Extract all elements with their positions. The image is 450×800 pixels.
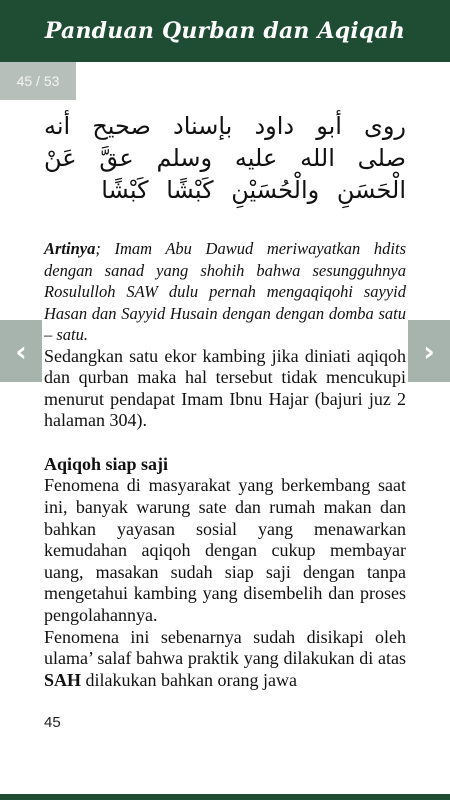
next-page-button[interactable] [408,320,450,382]
paragraph-ruling: Sedangkan satu ekor kambing jika diniati aqiqoh dan qurban maka hal tersebut tidak mencukupi menurut pendapat Imam Ibnu Hajar (bajuri juz 2 halaman 304). [44,345,406,431]
translation-label: Artinya [44,239,96,258]
previous-page-button[interactable] [0,320,42,382]
chevron-left-icon: ‹ [15,334,27,368]
paragraph-ulama-start: Fenomena ini sebenarnya sudah disikapi oleh ulama’ salaf bahwa praktik yang dilakukan di atas [44,626,406,669]
bottom-bar [0,794,450,800]
translation-paragraph [44,238,406,346]
paragraph-ulama-bold: SAH [44,669,82,690]
page-number: 45 [44,714,61,731]
book-title: Panduan Qurban dan Aqiqah [44,18,406,44]
paragraph-phenomenon: Fenomena di masyarakat yang berkembang saat ini, banyak warung sate dan rumah makan dan bahkan yayasan sosial yang menawarkan kemudahan aqiqoh dengan cukup membayar uang, masakan sudah siap saji dengan tanpa mengetahui kambing yang disembelih dan proses pengolahannya. [44,475,406,626]
page-indicator: 45 / 53 [0,62,76,100]
section-heading: Aqiqoh siap saji [44,453,169,474]
paragraph-ulama-end: dilakukan bahkan orang jawa [81,669,297,690]
paragraph-spacer [44,432,406,454]
reader-content [44,238,406,691]
translation-text: ; Imam Abu Dawud meriwayatkan hdits dengan sanad yang shohih bahwa sesungguhnya Rosululloh SAW dulu pernah mengaqiqohi sayyid Hasan dan Sayyid Husain dengan dengan domba satu – satu. [44,239,406,344]
app-header [0,0,450,62]
paragraph-ulama [44,627,406,692]
chevron-right-icon: › [423,334,435,368]
arabic-hadith-text: روى أبو داود بإسناد صحيح أنه صلى الله عليه وسلم عقَّ عَنْ الْحَسَنِ والْحُسَيْنِ كَبْشًا كَبْشًا [44,112,406,204]
